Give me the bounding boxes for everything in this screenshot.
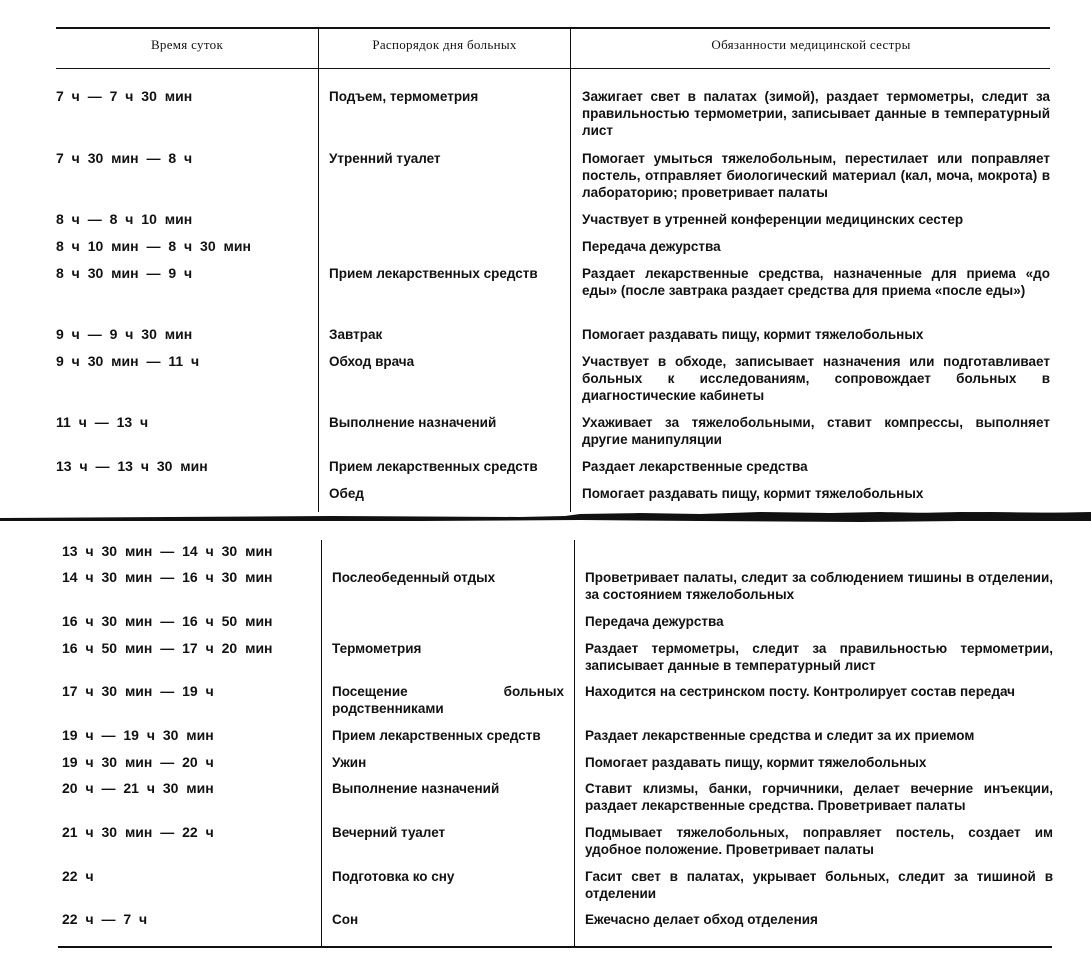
duty-cell: Помогает умыться тяжелобольным, перестилает или поправляет постель, отправляет биологический материал (кал, моча, мокрота) в лабораторию; проветривает палаты: [582, 151, 1050, 200]
time-cell: 19 ч 30 мин — 20 ч: [62, 754, 214, 770]
duty-cell: Ухаживает за тяжелобольными, ставит компрессы, выполняет другие манипуляции: [582, 415, 1050, 447]
time-cell: 9 ч 30 мин — 11 ч: [56, 353, 200, 369]
routine-cell: Обход врача: [329, 354, 415, 369]
time-cell: 21 ч 30 мин — 22 ч: [62, 824, 214, 840]
routine-cell: Прием лекарственных средств: [329, 459, 538, 474]
duty-cell: Помогает раздавать пищу, кормит тяжелобольных: [582, 327, 924, 342]
duty-cell: Раздает лекарственные средства, назначенные для приема «до еды» (после завтрака раздает средства для приема «после еды»): [582, 266, 1050, 298]
routine-cell: Прием лекарственных средств: [332, 728, 541, 743]
table-top-rule: [56, 27, 1050, 29]
column-divider-3: [321, 540, 322, 947]
duty-cell: Проветривает палаты, следит за соблюдением тишины в отделении, за состоянием тяжелобольных: [585, 570, 1053, 602]
duty-cell: Помогает раздавать пищу, кормит тяжелобольных: [582, 486, 924, 501]
routine-cell: Утренний туалет: [329, 151, 441, 166]
header-bottom-rule: [56, 68, 1050, 69]
duty-cell: Находится на сестринском посту. Контролирует состав передач: [585, 684, 1016, 699]
routine-cell: Обед: [329, 486, 364, 501]
routine-cell: Выполнение назначений: [329, 415, 497, 430]
routine-cell: Подготовка ко сну: [332, 869, 455, 884]
duty-cell: Участвует в утренней конференции медицинских сестер: [582, 212, 964, 227]
time-cell: 16 ч 30 мин — 16 ч 50 мин: [62, 613, 273, 629]
time-cell: 11 ч — 13 ч: [56, 414, 149, 430]
time-cell: 8 ч — 8 ч 10 мин: [56, 211, 193, 227]
time-cell: 8 ч 30 мин — 9 ч: [56, 265, 193, 281]
table-bottom-rule: [58, 946, 1052, 948]
column-divider-4: [574, 540, 575, 947]
routine-cell: Завтрак: [329, 327, 383, 342]
routine-cell: Сон: [332, 912, 359, 927]
duty-cell: Подмывает тяжелобольных, поправляет постель, создает им удобное положение. Проветривает палаты: [585, 825, 1053, 857]
duty-cell: Передача дежурства: [582, 239, 721, 254]
time-cell: 22 ч — 7 ч: [62, 911, 148, 927]
duty-cell: Раздает лекарственные средства и следит за их приемом: [585, 728, 975, 743]
time-cell: 22 ч: [62, 868, 94, 884]
routine-cell: Подъем, термометрия: [329, 89, 479, 104]
routine-cell: Термометрия: [332, 641, 422, 656]
routine-cell: Послеобеденный отдых: [332, 570, 496, 585]
page-tear-separator: [0, 512, 1091, 528]
column-divider-1: [318, 27, 319, 512]
time-cell: 7 ч — 7 ч 30 мин: [56, 88, 193, 104]
time-cell: 20 ч — 21 ч 30 мин: [62, 780, 214, 796]
routine-cell: Вечерний туалет: [332, 825, 446, 840]
header-time: Время суток: [150, 37, 224, 52]
header-routine: Распорядок дня больных: [372, 37, 517, 52]
time-cell: 17 ч 30 мин — 19 ч: [62, 683, 214, 699]
time-cell: 7 ч 30 мин — 8 ч: [56, 150, 193, 166]
routine-cell: Ужин: [332, 755, 367, 770]
routine-cell: Посещение больных родственниками: [332, 684, 564, 716]
duty-cell: Ставит клизмы, банки, горчичники, делает вечерние инъекции, раздает лекарственные средства. Проветривает палаты: [585, 781, 1053, 813]
time-cell: 13 ч 30 мин — 14 ч 30 мин: [62, 543, 273, 559]
column-divider-2: [570, 27, 571, 512]
routine-cell: Выполнение назначений: [332, 781, 500, 796]
duty-cell: Зажигает свет в палатах (зимой), раздает термометры, следит за правильностью термометрии, записывает данные в температурный лист: [582, 89, 1050, 138]
time-cell: 16 ч 50 мин — 17 ч 20 мин: [62, 640, 273, 656]
header-duties: Обязанности медицинской сестры: [711, 37, 911, 52]
time-cell: 8 ч 10 мин — 8 ч 30 мин: [56, 238, 251, 254]
duty-cell: Гасит свет в палатах, укрывает больных, следит за тишиной в отделении: [585, 869, 1053, 901]
time-cell: 9 ч — 9 ч 30 мин: [56, 326, 193, 342]
time-cell: 13 ч — 13 ч 30 мин: [56, 458, 208, 474]
routine-cell: Прием лекарственных средств: [329, 266, 538, 281]
duty-cell: Участвует в обходе, записывает назначения или подготавливает больных к исследованиям, сопровождает больных в диагностические кабинеты: [582, 354, 1050, 403]
duty-cell: Раздает термометры, следит за правильностью термометрии, записывает данные в температурный лист: [585, 641, 1053, 673]
duty-cell: Передача дежурства: [585, 614, 724, 629]
duty-cell: Ежечасно делает обход отделения: [585, 912, 818, 927]
duty-cell: Раздает лекарственные средства: [582, 459, 808, 474]
time-cell: 19 ч — 19 ч 30 мин: [62, 727, 214, 743]
time-cell: 14 ч 30 мин — 16 ч 30 мин: [62, 569, 273, 585]
duty-cell: Помогает раздавать пищу, кормит тяжелобольных: [585, 755, 927, 770]
